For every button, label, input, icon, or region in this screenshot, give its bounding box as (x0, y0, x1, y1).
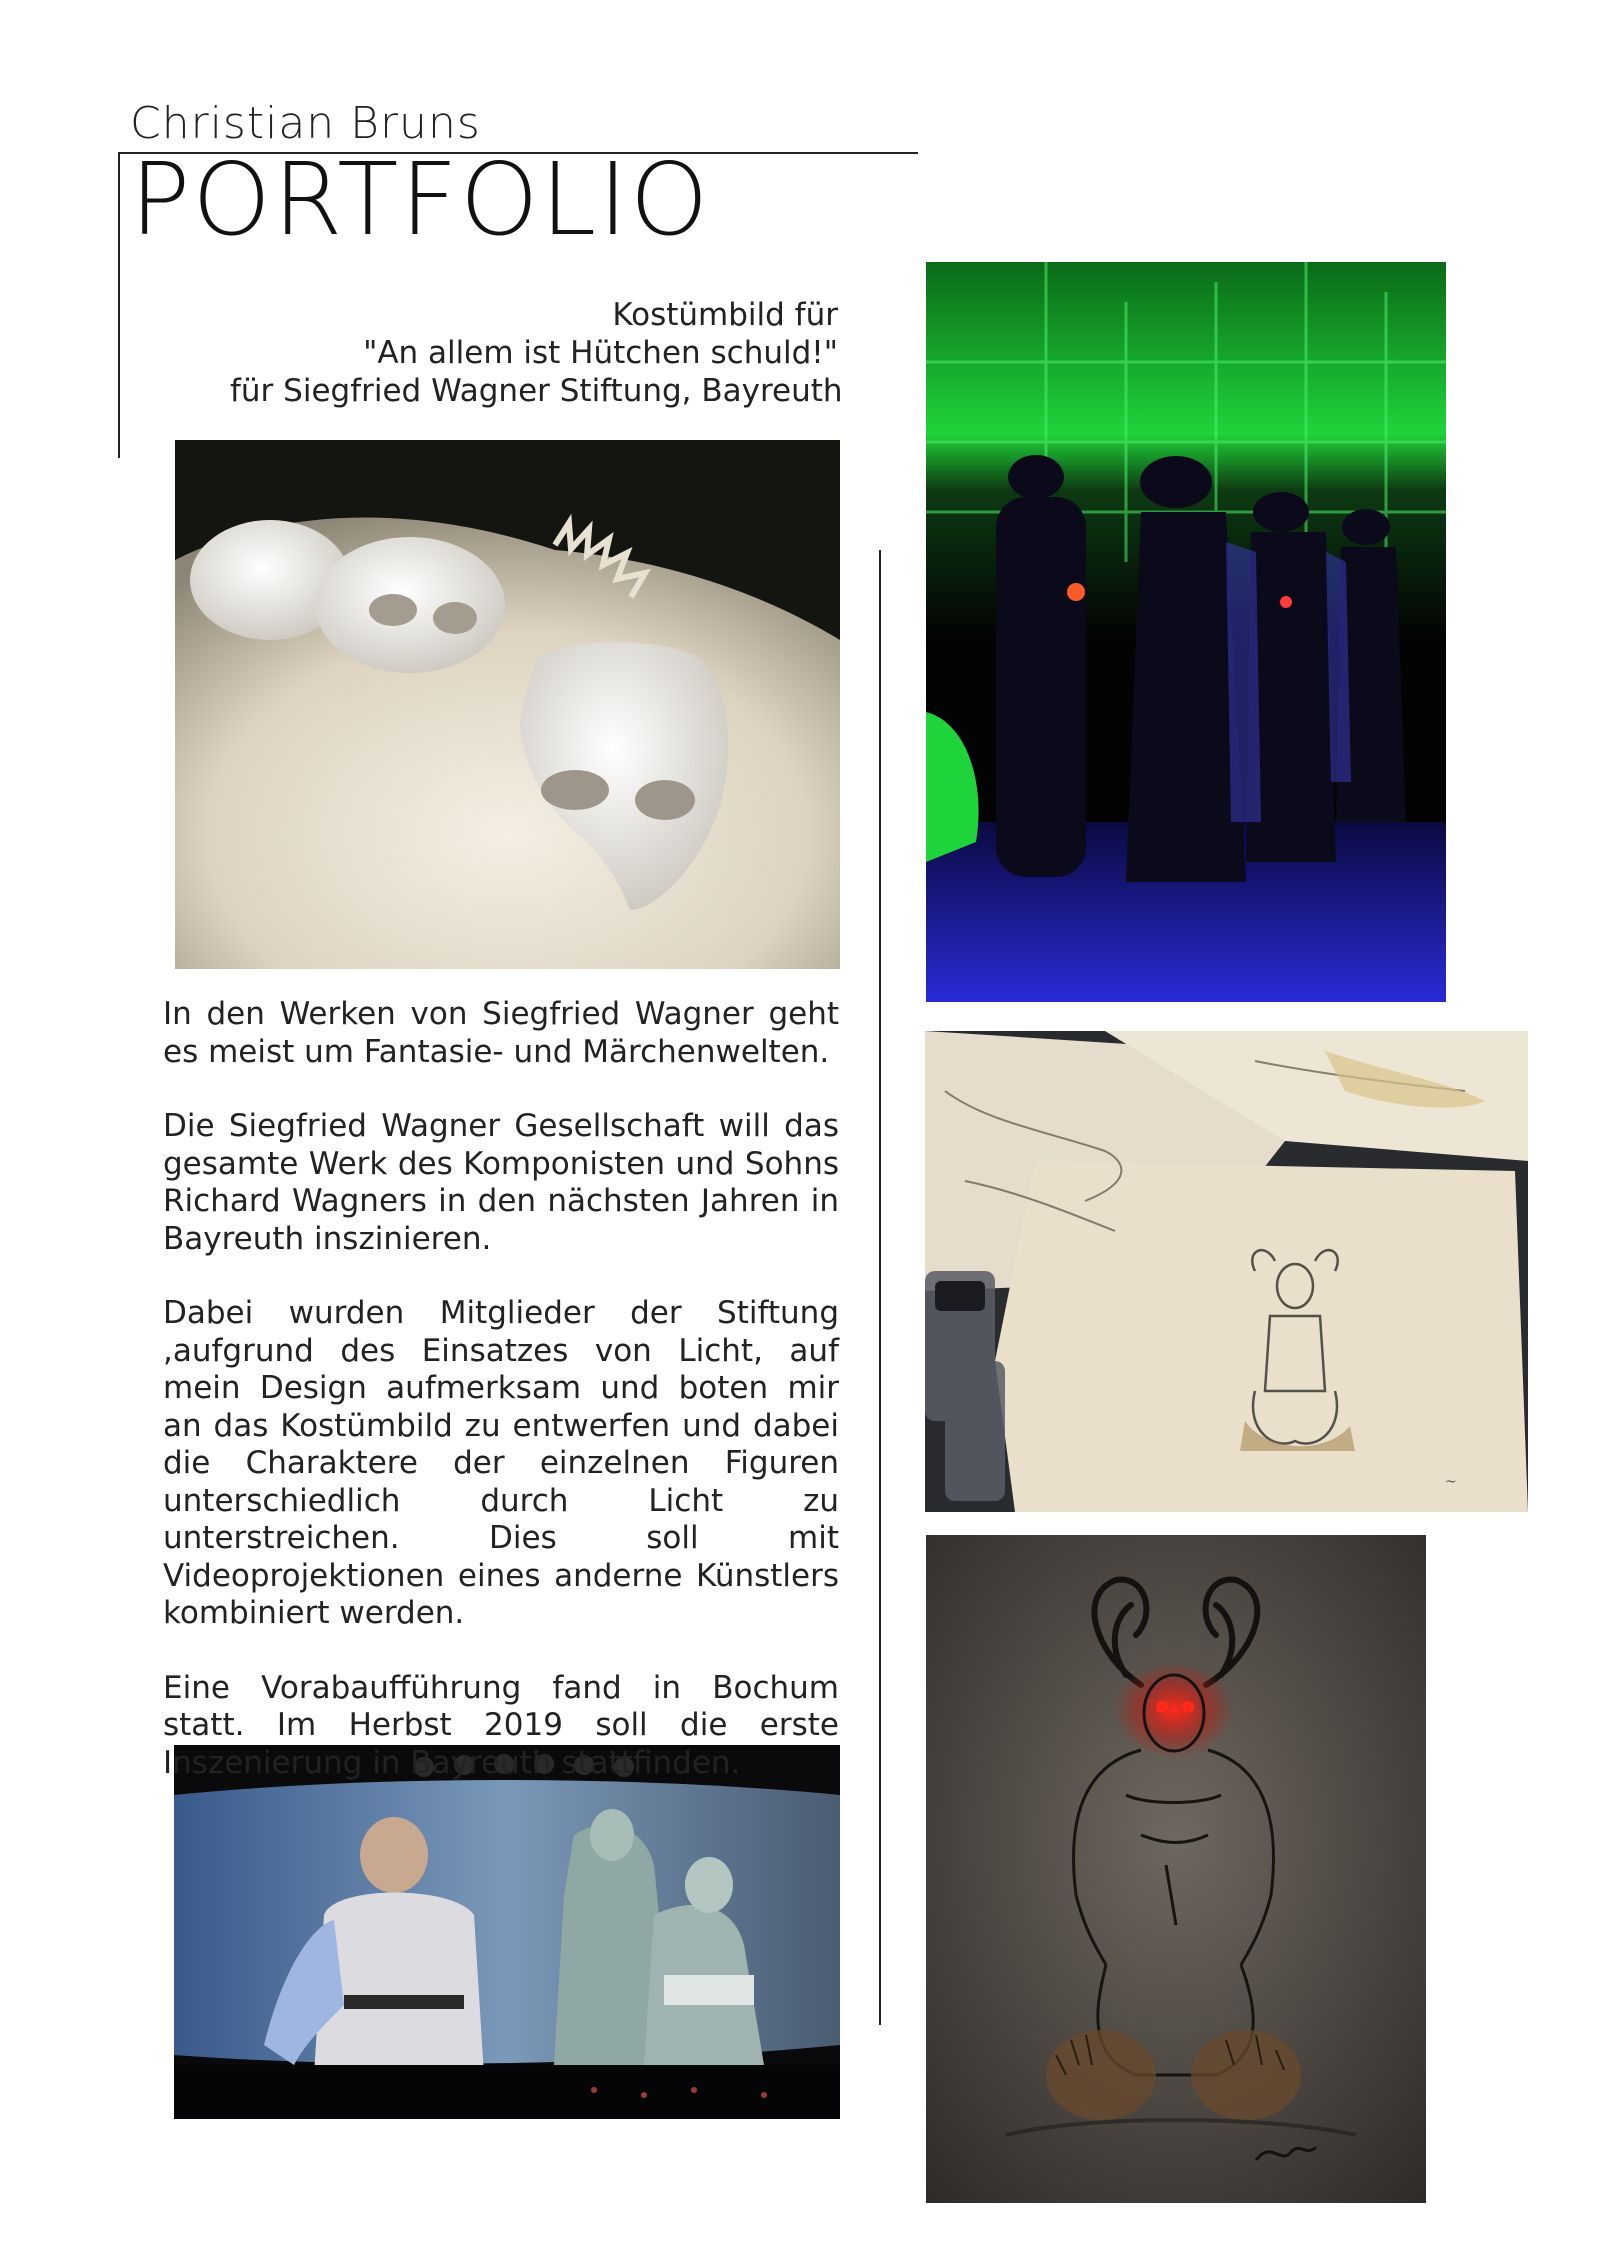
svg-text:~: ~ (1445, 1474, 1457, 1490)
caption-line-2: "An allem ist Hütchen schuld!" (363, 335, 838, 371)
author-name: Christian Bruns (130, 98, 481, 149)
body-text (163, 996, 839, 1819)
paragraph-1: In den Werken von Siegfried Wagner geht es meist um Fantasie- und Märchenwelten. (163, 996, 839, 1070)
caption-line-1: Kostümbild für (612, 297, 838, 333)
project-caption (230, 296, 843, 410)
header-rule-vertical (118, 152, 120, 458)
stage-photo (926, 262, 1446, 1002)
page-title: PORTFOLIO (130, 141, 711, 258)
sketches-photo (925, 1031, 1528, 1512)
paragraph-2: Die Siegfried Wagner Gesellschaft will das gesamte Werk des Komponisten und Sohns Richard Wagners in den nächsten Jahren in Bayreuth inszinieren. (163, 1108, 839, 1257)
devil-drawing (926, 1535, 1426, 2203)
column-divider (879, 550, 881, 2025)
caption-line-3: für Siegfried Wagner Stiftung, Bayreuth (230, 373, 843, 409)
paragraph-3: Dabei wurden Mitglieder der Stiftung ,aufgrund des Einsatzes von Licht, auf mein Design aufmerksam und boten mir an das Kostümbild zu entwerfen und dabei die Charaktere der einzelnen Figuren unterschiedlich durch Licht zu unterstreichen. Dies soll mit Videoprojektionen eines anderne Künstlers kombiniert werden. (163, 1295, 839, 1631)
masks-photo (175, 440, 840, 969)
paragraph-4: Eine Vorabaufführung fand in Bochum statt. Im Herbst 2019 soll die erste Inszenierung in Bayreuth stattfinden. (163, 1669, 839, 1781)
